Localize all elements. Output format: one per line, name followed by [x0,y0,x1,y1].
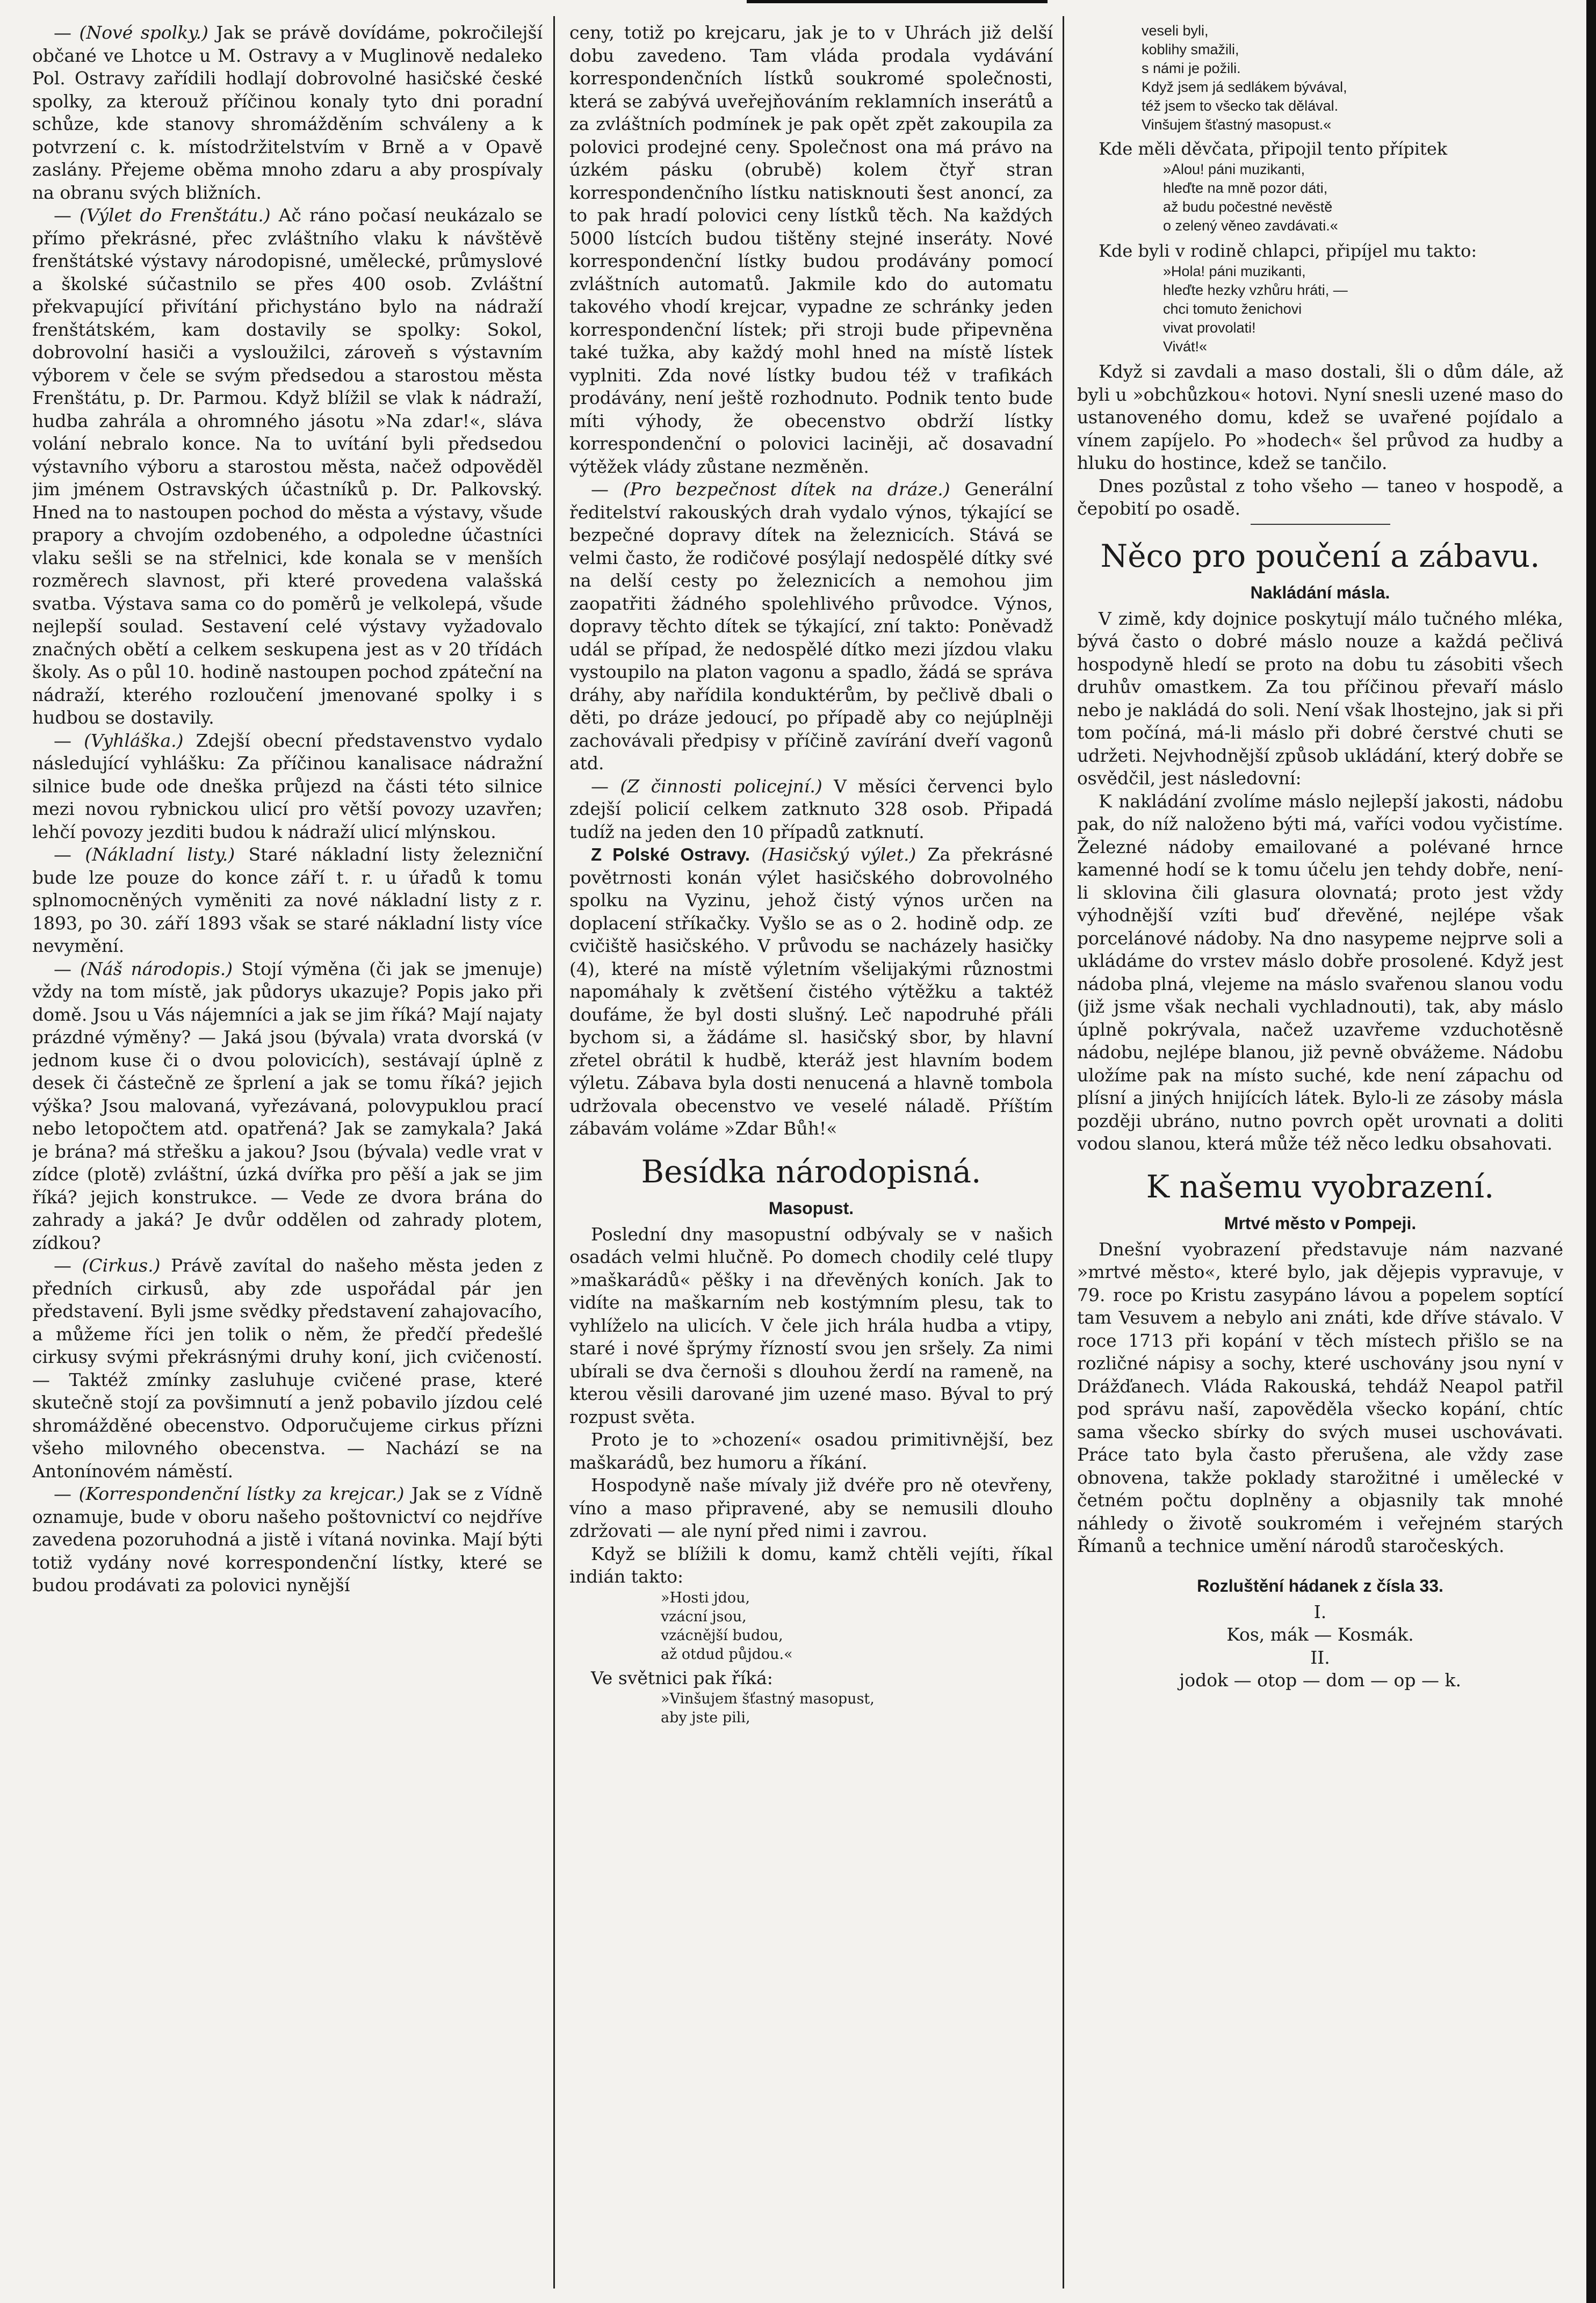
section-title-neco: Něco pro poučení a zábavu. [1100,537,1540,574]
verse-hola [1163,262,1563,356]
verse-line: Vivát!« [1163,338,1208,355]
column-middle [569,21,1053,2294]
article-title: (Cirkus.) [82,1255,161,1276]
riddle-solutions-title: Rozluštění hádanek z čísla 33. [1197,1576,1443,1596]
article-narodopis: — (Náš národopis.) Stojí výměna (či jak se jmenuje) vždy na tom místě, jak půdorys ukazuje? Popis jako při domě. Jsou u Vás nájemníci a jak se jim říká? Mají najaty prázdné výměny? — Jaká jsou (bývala) vrata dvorská (v jednom kuse či o dvou polovicích), sestávají úplně z desek či částečně ze šprlení a jak se tomu říká? jejich výška? Jsou malovaná, vyřezávaná, polovypuklou prací nebo letopočtem atd. opatřená? Jak se zamykala? Jaká je brána? má střešku a jakou? Jsou (bývala) vedle vrat v zídce (plotě) zvláštní, úzká dvířka pro pěší a jak se jim říká? jejich konstrukce. — Vede ze dvora brána do zahrady a jaká? Je dvůr oddělen od zahrady plotem, zídkou? [32,958,543,1253]
paragraph: K nakládání zvolíme máslo nejlepší jakosti, nádobu pak, do níž naloženo býti má, vaříci vodou vyčistíme. Železné nádoby emailované a polévané hrnce kamenné hodí se k tomu účelu jen tehdy dobře, není-li sklovina čili glasura olovnatá; proto jest vždy výhodnější vzíti buď dřevěné, nejlépe však porcelánové nádoby. Na dno nasypeme nejprve soli a ukládáme do vrstev máslo dobře prosolené. Když jest nádoba plná, vlejeme na máslo svařenou slanou vodu (již jsme však nechali vychladnouti), tak, aby máslo úplně pokrývala, načež uzavřeme vzduchotěsně nádobu, nejlépe blanou, již pevně obvážeme. Nádobu uložíme pak na místo suché, kde není zápachu od plísní a jiných hnijících látek. Bylo-li ze zásoby másla později ubráno, nutno povrch opět urovnati a doliti vodou slanou, která může též něco ledku obsahovati. [1077,790,1563,1154]
article-nove-spolky: — (Nové spolky.) Jak se právě dovídáme, pokročilejší občané ve Lhotce u M. Ostravy a v Muglinově nedaleko Pol. Ostravy zařídili hodlají dobrovolné hasičské české spolky, za kterouž příčinou konaly tyto dni poradní schůze, kde stanovy shromážděním schváleny a k potvrzení c. k. místodržitelstvím v Brně a v Opavě zaslány. Přejeme oběma mnoho zdaru a aby prospívaly na obranu svých bližních. [32,22,543,203]
column-left [32,21,543,2251]
article-title: (Pro bezpečnost dítek na dráze.) [623,479,950,500]
verse-alou [1163,160,1563,235]
paragraph: Ve světnici pak říká: [591,1667,773,1688]
article-vylet-frenstat: — (Výlet do Frenštátu.) Ač ráno počasí neukázalo se přímo překrásné, přec zvláštního vlaku k návštěvě frenštátské výstavy národopisné, umělecké, průmyslové a školské súčastnilo se přes 400 osob. Zvláštní překvapující přivítání přichystáno bylo na nádraží frenštátském, kam dostavily se spolky: Sokol, dobrovolní hasiči a vysloužilci, zároveň s výstavním výborem v čele se svým předsedou a starostou města Frenštátu, p. Dr. Parmou. Když blížil se vlak k nádraží, hudba zahrála a ohromného jásotu »Na zdar!«, sláva volání nebralo konce. Na to uvítání byli předsedou výstavního výboru a starostou města, načež odpověděl jim jménem Ostravských účastníků p. Dr. Palkovský. Hned na to nastoupen pochod do města a výstavy, všude prapory a chvojím ozdobeného, a odpoledne účastníci vlaku sešli se na střelnici, kde konala se v menších rozměrech slavnost, při které provedena valašská svatba. Výstava sama co do poměrů je velkolepá, všude nejlepší soulad. Sestavení celé výstavy vyžadovalo značných obětí a celkem seskupena jest as v 20 třídách školy. As o půl 10. hodině nastoupen pochod zpáteční na nádraží, kterého rozloučení jmenované spolky i s hudbou se dostavily. [32,205,543,728]
verse-line: s námi je požili. [1142,60,1241,76]
paragraph: Poslední dny masopustní odbývaly se v našich osadách velmi hlučně. Po domech chodily celé tlupy »maškarádů« pěšky i na dřevěných koních. Jak to vidíte na maškarním neb kostýmním plesu, tak to vyhlíželo na ulicích. V čele jich hrála hudba a vtipy, staré i nové šprýmy řízností svou jen sršely. Za nimi ubírali se dva černoši s dlouhou žerdí na rameně, na kterou věsili darované jim uzené maso. Býval to prý rozpust světa. [569,1223,1053,1427]
article-body: Stojí výměna (či jak se jmenuje) vždy na tom místě, jak půdorys ukazuje? Popis jako při domě. Jsou u Vás nájemníci a jak se jim říká? Mají najaty prázdné výměny? — Jaká jsou (bývala) vrata dvorská (v jednom kuse či o dvou polovicích), sestávají úplně z desek či částečně ze šprlení a jak se tomu říká? jejich výška? Jsou malovaná, vyřezávaná, polovypuklou prací nebo letopočtem atd. opatřená? Jak se zamykala? Jaká je brána? má střešku a jakou? Jsou (bývala) vedle vrat v zídce (plotě) zvláštní, úzká dvířka pro pěší a jak se jim říká? jejich konstrukce. — Vede ze dvora brána do zahrady a jaká? Je dvůr oddělen od zahrady plotem, zídkou? [32,958,543,1253]
paragraph: Když se blížili k domu, kamž chtěli vejíti, říkal indián takto: [569,1543,1053,1587]
article-place-heading: Z Polské Ostravy. [591,844,750,864]
verse-hosti-jdou [661,1589,1053,1664]
article-body: Staré nákladní listy železniční bude lze pouze do konce září t. r. u úřadů k tomu splnomocněných vyměniti za nové nákladní listy z r. 1893, po 30. září 1893 však se staré nákladní listy více nevymění. [32,844,543,956]
column-rule-left [553,16,555,2288]
article-title: (Výlet do Frenštátu.) [80,205,271,226]
article-cirkus: — (Cirkus.) Právě zavítal do našeho města jeden z předních cirkusů, aby zde uspořádal pár jen představení. Byli jsme svědky představení zahajovacího, a můžeme říci jen tolik o něm, že předčí předešlé cirkusy svými překrásnými druhy koní, jich cvičeností. — Taktéž zmínky zasluhuje cvičené prase, které skutečně stojí za povšimnutí a jenž pobavilo jízdou celé shromážděné obecenstvo. Odporučujeme cirkus přízni všeho milovného obecenstva. — Nachází se na Antonínovém náměstí. [32,1255,543,1482]
article-body: Za překrásné povětrnosti konán výlet hasičského dobrovolného spolku na Vyzinu, jehož čistý výnos určen na doplacení stříkačky. Vyšlo se as o 2. hodině odp. ze cvičiště hasičského. V průvodu se nacházely hasičky (4), které na místě výletním všelijakými různostmi napomáhaly k zvětšení čistého výtěžku a taktéž doufáme, že byl dosti slušný. Leč napodruhé přáli bychom si, a žádáme sl. hasičský sbor, by hlavní zřetel obrátil k hudbě, kteráž jest hlavním bodem výletu. Zábava byla dosti nenucená a hlavně tombola udržovala obecenstvo ve veselé náladě. Příštím zábavám voláme »Zdar Bůh!« [569,844,1053,1139]
verse-line: Když jsem já sedlákem bývával, [1142,79,1347,95]
verse-continuation [1142,21,1563,134]
verse-line: Vinšujem šťastný masopust.« [1142,117,1332,133]
riddle-number: II. [1310,1647,1330,1668]
paragraph: Hospodyně naše mívaly již dvéře pro ně otevřeny, víno a maso připravené, aby se nemusili dlouho zdržovati — ale nyní před nimi i zavrou. [569,1475,1053,1541]
verse-line: chci tomuto ženichovi [1163,301,1302,317]
article-title: (Z činnosti policejní.) [620,775,822,797]
verse-line: vivat provolati! [1163,320,1256,336]
verse-line: koblihy smažili, [1142,41,1239,57]
verse-line: »Alou! páni muzikanti, [1163,161,1305,177]
article-title: (Nákladní listy.) [85,844,235,865]
article-body: Jak se právě dovídáme, pokročilejší občané ve Lhotce u M. Ostravy a v Muglinově nedaleko Pol. Ostravy zařídili hodlají dobrovolné hasičské české spolky, za kterouž příčinou konaly tyto dni poradní schůze, kde stanovy shromážděním schváleny a k potvrzení c. k. místodržitelstvím v Brně a v Opavě zaslány. Přejeme oběma mnoho zdaru a aby prospívaly na obranu svých bližních. [32,22,543,203]
paragraph: V zimě, kdy dojnice poskytují málo tučného mléka, bývá často o dobré máslo nouze a každá pečlivá hospodyně hledí se proto na dobu tu zásobiti všech druhův omastkem. Za tou příčinou převaří máslo nebo je nakládá do soli. Není však lhostejno, jak si při tom počíná, má-li máslo při dobré čerstvé chuti se udržeti. Nejvhodnější způsob ukládání, který dobře se osvědčil, jest následovní: [1077,608,1563,789]
column-rule-right [1063,16,1064,2288]
verse-line: hleďte na mně pozor dáti, [1163,180,1328,196]
paragraph: Kde měli děvčata, připojil tento přípitek [1099,139,1448,159]
top-edge-mark [747,0,1048,3]
paragraph: Když si zavdali a maso dostali, šli o dům dále, až byli u »obchůzkou« hotovi. Nyní snesli uzené maso do ustanoveného domu, kdež se uvařené pojídalo a vínem zapíjelo. Po »hodech« šel průvod za hudby a hluku do hostince, kdež se tančilo. [1077,361,1563,473]
page-edge-shadow [1586,0,1596,2303]
verse-line: »Hola! páni muzikanti, [1163,263,1306,279]
verse-line: aby jste pili, [661,1709,750,1726]
riddle-answer: Kos, mák — Kosmák. [1226,1624,1414,1645]
section-subtitle-masopust: Masopust. [768,1198,854,1218]
article-title: (Hasičský výlet.) [761,844,916,865]
article-body: Jak se z Vídně oznamuje, bude v oboru našeho poštovnictví co nejdříve zavedena pozoruhodná a jistě i vítaná novinka. Mají býti totiž vydány nové korrespondenční lístky, které se budou prodávati za polovici nynější [32,1483,543,1596]
divider [1251,524,1390,525]
paragraph: Kde byli v rodině chlapci, připíjel mu takto: [1099,241,1477,261]
riddle-answer: jodok — otop — dom — op — k. [1179,1670,1461,1691]
article-nakladni-listy: — (Nákladní listy.) Staré nákladní listy železniční bude lze pouze do konce září t. r. u úřadů k tomu splnomocněných vyměniti za nové nákladní listy z r. 1893, po 30. září 1893 však se staré nákladní listy více nevymění. [32,844,543,956]
column-right [1077,21,1563,2294]
paragraph: Proto je to »chození« osadou primitivnější, bez maškarádů, bez humoru a říkání. [569,1429,1053,1473]
article-body: Ač ráno počasí neukázalo se přímo překrásné, přec zvláštního vlaku k návštěvě frenštátské výstavy národopisné, umělecké, průmyslové a školské súčastnilo se přes 400 osob. Zvláštní překvapující přivítání přichystáno bylo na nádraží frenštátském, kam dostavily se spolky: Sokol, dobrovolní hasiči a vysloužilci, zároveň s výstavním výborem v čele se svým předsedou a starostou města Frenštátu, p. Dr. Parmou. Když blížil se vlak k nádraží, hudba zahrála a ohromného jásotu »Na zdar!«, sláva volání nebralo konce. Na to uvítání byli předsedou výstavního výboru a starostou města, načež odpověděl jim jménem Ostravských účastníků p. Dr. Palkovský. Hned na to nastoupen pochod do města a výstavy, všude prapory a chvojím ozdobeného, a odpoledne účastníci vlaku sešli se na střelnici, kde konala se v menších rozměrech slavnost, při které provedena valašská svatba. Výstava sama co do poměrů je velkolepá, všude nejlepší soulad. Sestavení celé výstavy vyžadovalo značných obětí a celkem seskupena jest as v 20 třídách školy. As o půl 10. hodině nastoupen pochod zpáteční na nádraží, kterého rozloučení jmenované spolky i s hudbou se dostavily. [32,205,543,728]
article-korrespondencni-listky: — (Korrespondenční lístky za krejcar.) Jak se z Vídně oznamuje, bude v oboru našeho poštovnictví co nejdříve zavedena pozoruhodná a jistě i vítaná novinka. Mají býti totiž vydány nové korrespondenční lístky, které se budou prodávati za polovici nynější [32,1483,543,1596]
article-title: (Vyhláška.) [84,730,184,751]
verse-line: o zelený věneo zavdávati.« [1163,218,1338,234]
article-body: Zdejší obecní představenstvo vydalo následující vyhlášku: Za příčinou kanalisace nádražní silnice bude ode dneška průjezd na části této silnice mezi novou rybnickou ulicí pro větší povozy uzavřen; lehčí povozy jezditi budou k nádraží ulicí mlýnskou. [32,730,543,842]
section-subtitle-pompeji: Mrtvé město v Pompeji. [1224,1213,1417,1233]
article-body: Generální ředitelství rakouských drah vydalo výnos, týkající se bezpečné dopravy dítek na železnicích. Stává se velmi často, že rodičové posýlají nedospělé dítky své na delší cesty po železnicích a nemohou jim zaopatřiti žádného spolehlivého průvodce. Výnos, dopravy těchto dítek se týkající, zní takto: Poněvadž udál se případ, že nedospělé dítko mezi jízdou vlaku vystoupilo na platon vagonu a spadlo, žádá se správa dráhy, aby nařídila konduktérům, by pečlivě dbali o děti, po dráze jedoucí, po případě aby co nejúplněji zachovávali předpisy v příčině zavírání dveří vagonů atd. [569,479,1053,774]
verse-line: vzácnější budou, [661,1627,783,1644]
article-vyhlaska: — (Vyhláška.) Zdejší obecní představenstvo vydalo následující vyhlášku: Za příčinou kanalisace nádražní silnice bude ode dneška průjezd na části této silnice mezi novou rybnickou ulicí pro větší povozy uzavřen; lehčí povozy jezditi budou k nádraží ulicí mlýnskou. [32,730,543,842]
verse-line: hleďte hezky vzhůru hráti, — [1163,282,1348,298]
article-bezpecnost-ditek: — (Pro bezpečnost dítek na dráze.) Generální ředitelství rakouských drah vydalo výnos, týkající se bezpečné dopravy dítek na železnicích. Stává se velmi často, že rodičové posýlají nedospělé dítky své na delší cesty po železnicích a nemohou jim zaopatřiti žádného spolehlivého průvodce. Výnos, dopravy těchto dítek se týkající, zní takto: Poněvadž udál se případ, že nedospělé dítko mezi jízdou vlaku vystoupilo na platon vagonu a spadlo, žádá se správa dráhy, aby nařídila konduktérům, by pečlivě dbali o děti, po dráze jedoucí, po případě aby co nejúplněji zachovávali předpisy v příčině zavírání dveří vagonů atd. [569,479,1053,774]
verse-vinsujem [661,1690,1053,1727]
verse-line: až otdud půjdou.« [661,1645,793,1663]
article-title: (Korrespondenční lístky za krejcar.) [78,1483,405,1504]
riddle-number: I. [1313,1601,1327,1622]
article-body: V měsíci červenci bylo zdejší policií celkem zatknuto 328 osob. Připadá tudíž na jeden den 10 případů zatknutí. [569,775,1053,842]
verse-line: též jsem to všecko tak dělával. [1142,98,1339,114]
paragraph: Dnes pozůstal z toho všeho — taneo v hospodě, a čepobití po osadě. [1077,475,1563,519]
verse-line: vzácní jsou, [661,1608,747,1625]
article-body: Právě zavítal do našeho města jeden z předních cirkusů, aby zde uspořádal pár jen představení. Byli jsme svědky představení zahajovacího, a můžeme říci jen tolik o něm, že předčí předešlé cirkusy svými překrásnými druhy koní, jich cvičeností. — Taktéž zmínky zasluhuje cvičené prase, které skutečně stojí za povšimnutí a jenž pobavilo jízdou celé shromážděné obecenstvo. Odporučujeme cirkus přízni všeho milovného obecenstva. — Nachází se na Antonínovém náměstí. [32,1255,543,1482]
section-subtitle-maslo: Nakládání másla. [1250,582,1390,602]
article-continuation: ceny, totiž po krejcaru, jak je to v Uhrách již delší dobu zavedeno. Tam vláda prodala vydávání korrespondenčních lístků soukromé společnosti, která se zabývá uveřejňováním reklamních inserátů a za zvláštních podmínek je pak opět zpět zakoupila za polovici prodejné ceny. Společnost ona má právo na úzkém pásku (obrubě) kolem čtyř stran korrespondenčního lístku natisknouti šest anoncí, za to pak hradí polovici ceny lístků těch. Na každých 5000 lístcích budou tištěny stejné inseráty. Nové korrespondenční lístky budou prodávány pomocí zvláštních automatů. Jakmile kdo do automatu takového vhodí krejcar, vypadne ze schránky jeden korrespondenční lístek; při stroji bude připevněna také tužka, aby každý mohl hned na místě lístek vyplniti. Zda nové lístky budou též v trafikách prodávány, není ještě rozhodnuto. Podnik tento bude míti výhody, že obecenstvo obdrží lístky korrespondenční o polovici laciněji, ač dosavadní výtěžek vlády zůstane nezměněn. [569,22,1053,477]
section-title-besidka: Besídka národopisná. [641,1153,981,1190]
article-polska-ostrava [569,843,1053,1140]
verse-line: až budu počestné nevěstě [1163,199,1333,215]
article-title: (Náš národopis.) [80,958,233,979]
paragraph: Dnešní vyobrazení představuje nám nazvané »mrtvé město«, které bylo, jak dějepis vypravuje, v 79. roce po Kristu zasypáno lávou a popelem soptící tam Vesuvem a nebylo ani znáti, kde dříve stávalo. V roce 1713 při kopání v těch místech přišlo se na rozličné nápisy a sochy, které uschovány jsou nyní v Drážďanech. Vláda Rakouská, tehdáž Neapol patřil pod správu naší, zapověděla všecko kopání, chtíc sama všecko sbírky do svých musei uschovávati. Práce tato byla často přerušena, ale vždy zase obnovena, takže poklady starožitné i umělecké v četném počtu doplněny a objasnily tak mnohé náhledy o životě soukromém i veřejném starých Římanů a technice umění národů staročeských. [1077,1238,1563,1556]
section-title-vyobrazeni: K našemu vyobrazení. [1146,1168,1494,1205]
article-cinnost-policejni: — (Z činnosti policejní.) V měsíci červenci bylo zdejší policií celkem zatknuto 328 osob. Připadá tudíž na jeden den 10 případů zatknutí. [569,775,1053,842]
verse-line: veseli byli, [1142,23,1209,39]
article-title: (Nové spolky.) [79,22,208,43]
verse-line: »Vinšujem šťastný masopust, [661,1691,875,1707]
verse-line: »Hosti jdou, [661,1589,750,1606]
